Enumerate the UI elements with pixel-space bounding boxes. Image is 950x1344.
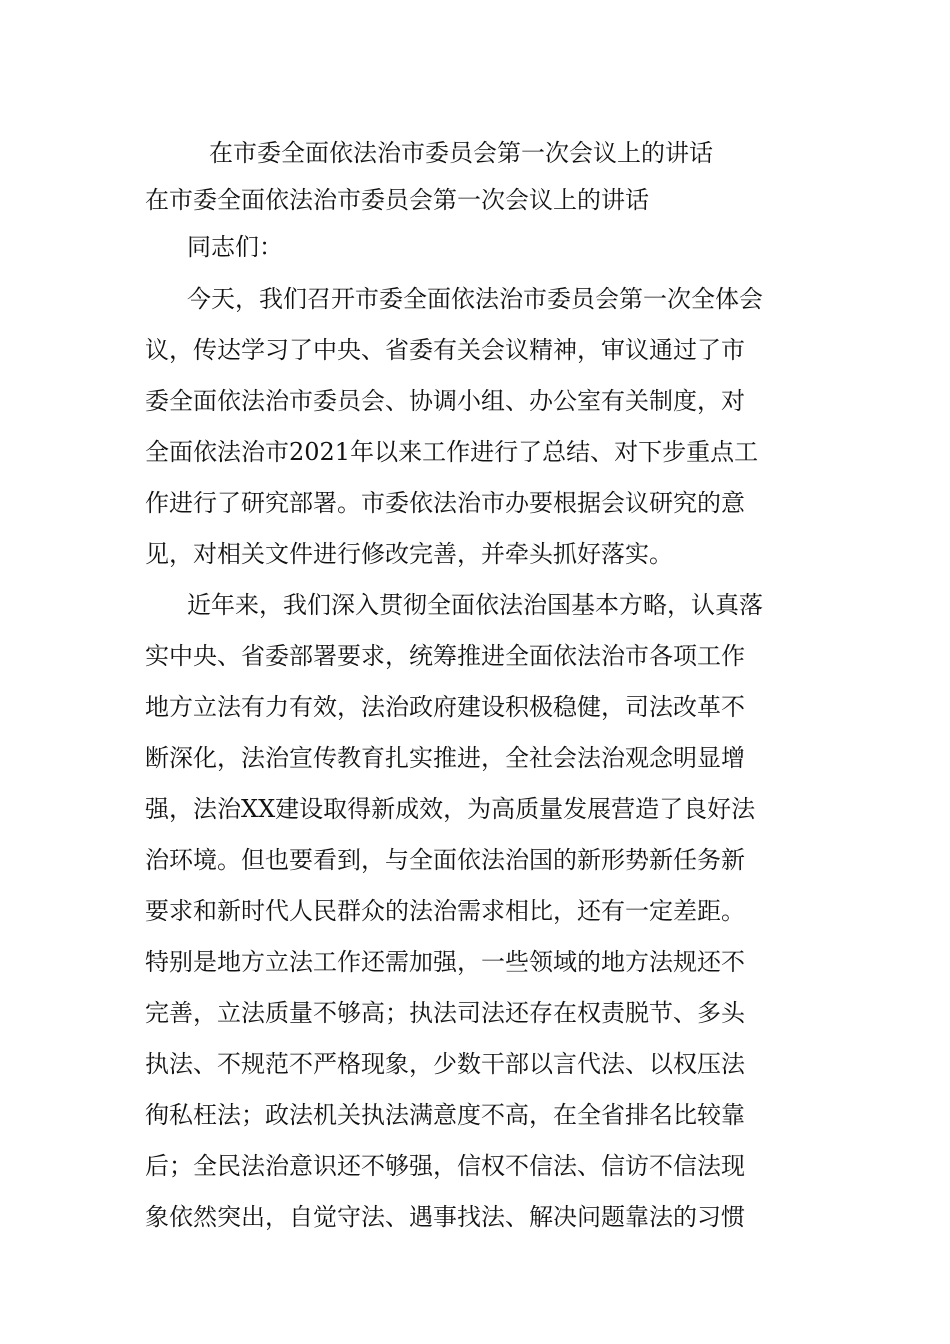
paragraph-1-line-3: 委全面依法治市委员会、协调小组、办公室有关制度，对 [145, 387, 745, 415]
paragraph-2-line-7: 要求和新时代人民群众的法治需求相比，还有一定差距。 [145, 897, 745, 925]
paragraph-2-line-9: 完善，立法质量不够高；执法司法还存在权责脱节、多头 [145, 999, 745, 1027]
paragraph-1-line-4: 全面依法治市2021年以来工作进行了总结、对下步重点工 [145, 438, 759, 466]
paragraph-2-line-10: 执法、不规范不严格现象，少数干部以言代法、以权压法 [145, 1050, 745, 1078]
paragraph-1-line-5: 作进行了研究部署。市委依法治市办要根据会议研究的意 [145, 489, 745, 517]
paragraph-2-line-4: 断深化，法治宣传教育扎实推进，全社会法治观念明显增 [145, 744, 745, 772]
document-title: 在市委全面依法治市委员会第一次会议上的讲话 [209, 139, 713, 167]
document-subtitle: 在市委全面依法治市委员会第一次会议上的讲话 [145, 186, 649, 214]
paragraph-2-line-1: 近年来，我们深入贯彻全面依法治国基本方略，认真落 [187, 591, 763, 619]
paragraph-2-line-13: 象依然突出，自觉守法、遇事找法、解决问题靠法的习惯 [145, 1203, 745, 1231]
paragraph-2-line-5: 强，法治XX建设取得新成效，为高质量发展营造了良好法 [145, 795, 756, 823]
paragraph-2-line-11: 徇私枉法；政法机关执法满意度不高，在全省排名比较靠 [145, 1101, 745, 1129]
paragraph-2-line-2: 实中央、省委部署要求，统筹推进全面依法治市各项工作 [145, 642, 745, 670]
paragraph-2-line-6: 治环境。但也要看到，与全面依法治国的新形势新任务新 [145, 846, 745, 874]
paragraph-2-line-12: 后；全民法治意识还不够强，信权不信法、信访不信法现 [145, 1152, 745, 1180]
paragraph-2-line-8: 特别是地方立法工作还需加强，一些领域的地方法规还不 [145, 948, 745, 976]
paragraph-1-line-1: 今天，我们召开市委全面依法治市委员会第一次全体会 [187, 285, 763, 313]
paragraph-2-line-3: 地方立法有力有效，法治政府建设积极稳健，司法改革不 [145, 693, 745, 721]
paragraph-1-line-6: 见，对相关文件进行修改完善，并牵头抓好落实。 [145, 540, 673, 568]
salutation: 同志们： [187, 233, 283, 261]
paragraph-1-line-2: 议，传达学习了中央、省委有关会议精神，审议通过了市 [145, 336, 745, 364]
